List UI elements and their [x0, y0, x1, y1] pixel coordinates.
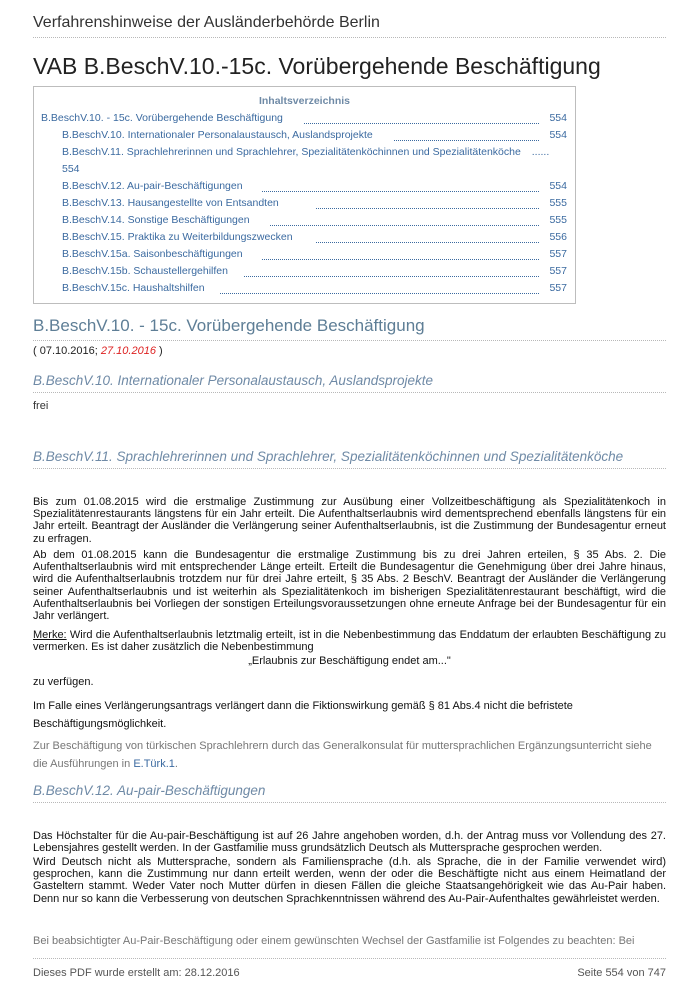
toc-entry-15c[interactable] — [62, 282, 205, 294]
toc-leader — [244, 276, 539, 277]
toc-page-number: 554 — [549, 112, 567, 124]
date-close: ) — [155, 345, 163, 357]
toc-leader-text: ...... — [531, 146, 550, 158]
toc-entry-label: B.BeschV.10. Internationaler Personalaustausch, Auslandsprojekte — [62, 129, 373, 141]
merke-text: Wird die Aufenthaltserlaubnis letztmalig erteilt, ist in die Nebenbestimmung das Enddatum der erlaubten Beschäftigung zu vermerken. Es ist daher zusätzlich die Nebenbestimmung — [33, 629, 666, 654]
toc-page-number-wrapped: 554 — [62, 163, 80, 175]
s11-after-quote: zu verfügen. — [33, 676, 94, 688]
toc-leader — [262, 259, 539, 260]
footer-page-number: Seite 554 von 747 — [577, 967, 666, 979]
toc-entry-15a[interactable] — [62, 248, 243, 260]
section-heading-12: B.BeschV.12. Au-pair-Beschäftigungen — [33, 783, 266, 798]
section-divider — [33, 802, 666, 803]
date-open: ( 07.10.2016; — [33, 345, 101, 357]
s11-paragraph-3: Im Falle eines Verlängerungsantrags verlängert dann die Fiktionswirkung gemäß § 81 Abs.4 nicht die befristete Beschäftigungsmöglichkeit. — [33, 700, 573, 730]
toc-entry-12[interactable] — [62, 180, 243, 192]
section-heading-11: B.BeschV.11. Sprachlehrerinnen und Sprachlehrer, Spezialitätenköchinnen und Spezialitätenköche — [33, 449, 624, 464]
toc-page-number: 555 — [549, 197, 567, 209]
page-title: VAB B.BeschV.10.-15c. Vorübergehende Beschäftigung — [33, 53, 601, 79]
toc-entry-label: B.BeschV.12. Au-pair-Beschäftigungen — [62, 180, 243, 192]
s12-note: Bei beabsichtigter Au-Pair-Beschäftigung oder einem gewünschten Wechsel der Gastfamilie ist Folgendes zu beachten: Bei — [33, 935, 635, 947]
note-end: . — [174, 758, 178, 770]
toc-leader — [316, 208, 539, 209]
toc-page-number: 557 — [549, 248, 567, 260]
link-e-turk-1[interactable]: E.Türk.1 — [133, 758, 175, 770]
footer-divider — [33, 958, 666, 959]
toc-entry-label: B.BeschV.15a. Saisonbeschäftigungen — [62, 248, 243, 260]
toc-entry-14[interactable] — [62, 214, 250, 226]
toc-entry-label: B.BeschV.11. Sprachlehrerinnen und Sprachlehrer, Spezialitätenköchinnen und Spezialitätenköche — [62, 146, 521, 158]
s11-note — [33, 737, 666, 773]
s11-quote: „Erlaubnis zur Beschäftigung endet am..." — [248, 655, 451, 667]
toc-leader — [262, 191, 539, 192]
toc-page-number: 557 — [549, 265, 567, 277]
header-divider — [33, 37, 666, 38]
merke-label: Merke: — [33, 629, 67, 641]
s12-paragraph-2: Wird Deutsch nicht als Muttersprache, sondern als Familiensprache (d.h. als Sprache, die in der Familie verwendet wird) gesprochen, kann die Zustimmung nur dann erteilt werden, wenn der oder die Beschäftigte nicht aus einem Heimatland der Gasteltern stammt. Weder Vater noch Mutter dürfen in diesen Fällen die gleiche Staatsangehörigkeit wie das Au-Pair haben. Denn nur so kann die Verbesserung von deutschen Sprachkenntnissen während des Au-Pair-Aufenthaltes gewährleistet werden. — [33, 856, 666, 905]
section-heading-main: B.BeschV.10. - 15c. Vorübergehende Beschäftigung — [33, 316, 425, 335]
table-of-contents — [33, 86, 576, 304]
toc-page-number: 554 — [549, 180, 567, 192]
s11-merke-paragraph — [33, 629, 666, 653]
s11-paragraph-1: Bis zum 01.08.2015 wird die erstmalige Zustimmung zur Ausübung einer Vollzeitbeschäftigung als Spezialitätenkoch in Spezialitätenrestaurants längstens für ein Jahr erteilt. Die Aufenthaltserlaubnis wird dementsprechend ebenfalls längstens für ein Jahr erteilt. Beantragt der Ausländer die Verlängerung seiner Aufenthaltserlaubnis, ist die Zustimmung der Bundesagentur erneut zu erfragen. — [33, 496, 666, 545]
toc-entry-13[interactable] — [62, 197, 279, 209]
toc-entry-15[interactable] — [62, 231, 293, 243]
toc-page-number: 557 — [549, 282, 567, 294]
s12-paragraph-1: Das Höchstalter für die Au-pair-Beschäftigung ist auf 26 Jahre angehoben worden, d.h. der Antrag muss vor Vollendung des 27. Lebensjahres gestellt werden. In der Gastfamilie muss grundsätzlich Deutsch als Muttersprache gesprochen werden. — [33, 830, 666, 855]
note-text: Zur Beschäftigung von türkischen Sprachlehrern durch das Generalkonsulat für muttersprachlichen Ergänzungsunterricht siehe die Ausführungen in — [33, 740, 652, 770]
toc-entry-11[interactable] — [62, 146, 549, 158]
toc-leader — [220, 293, 539, 294]
toc-heading: Inhaltsverzeichnis — [258, 95, 351, 107]
toc-entry-label: B.BeschV.14. Sonstige Beschäftigungen — [62, 214, 250, 226]
section-divider — [33, 392, 666, 393]
section-divider — [33, 340, 666, 341]
toc-leader — [316, 242, 539, 243]
toc-leader — [270, 225, 539, 226]
section-heading-10: B.BeschV.10. Internationaler Personalaustausch, Auslandsprojekte — [33, 373, 433, 388]
toc-entry-15b[interactable] — [62, 265, 228, 277]
toc-entry-label: B.BeschV.15c. Haushaltshilfen — [62, 282, 205, 294]
section-divider — [33, 468, 666, 469]
toc-page-number: 554 — [549, 129, 567, 141]
date-line — [33, 345, 163, 357]
toc-entry-label: B.BeschV.15. Praktika zu Weiterbildungszwecken — [62, 231, 293, 243]
s11-paragraph-2: Ab dem 01.08.2015 kann die Bundesagentur die erstmalige Zustimmung bis zu drei Jahren erteilen, § 35 Abs. 2. Die Aufenthaltserlaubnis wird mit entsprechender Länge erteilt. Erteilt die Bundesagentur die Genehmigung über drei Jahre hinaus, wird die Aufenthaltserlaubnis trotzdem nur für drei Jahre erteilt, § 35 Abs. 2 BeschV. Beantragt der Ausländer die Verlängerung seiner Aufenthaltserlaubnis und ist weiterhin als Spezialitätenkoch im bisherigen Spezialitätenrestaurant beschäftigt, wird die Aufenthaltserlaubnis bei Vorliegen der sonstigen Erteilungsvoraussetzungen ohne erneute Anfrage bei der Bundesagentur für ein Jahr verlängert. — [33, 549, 666, 623]
toc-entry-10[interactable] — [62, 129, 373, 141]
toc-entry-label: B.BeschV.10. - 15c. Vorübergehende Beschäftigung — [41, 112, 283, 124]
toc-page-number: 555 — [549, 214, 567, 226]
toc-entry-label: B.BeschV.15b. Schaustellergehilfen — [62, 265, 228, 277]
date-updated: 27.10.2016 — [100, 345, 156, 357]
toc-leader — [304, 123, 539, 124]
running-title: Verfahrenshinweise der Ausländerbehörde Berlin — [33, 14, 380, 31]
toc-leader — [394, 140, 539, 141]
footer-created-date: Dieses PDF wurde erstellt am: 28.12.2016 — [33, 967, 240, 979]
toc-page-number: 556 — [549, 231, 567, 243]
section-10-body: frei — [33, 400, 49, 412]
toc-entry-label: B.BeschV.13. Hausangestellte von Entsandten — [62, 197, 279, 209]
toc-entry-main[interactable] — [41, 112, 283, 124]
